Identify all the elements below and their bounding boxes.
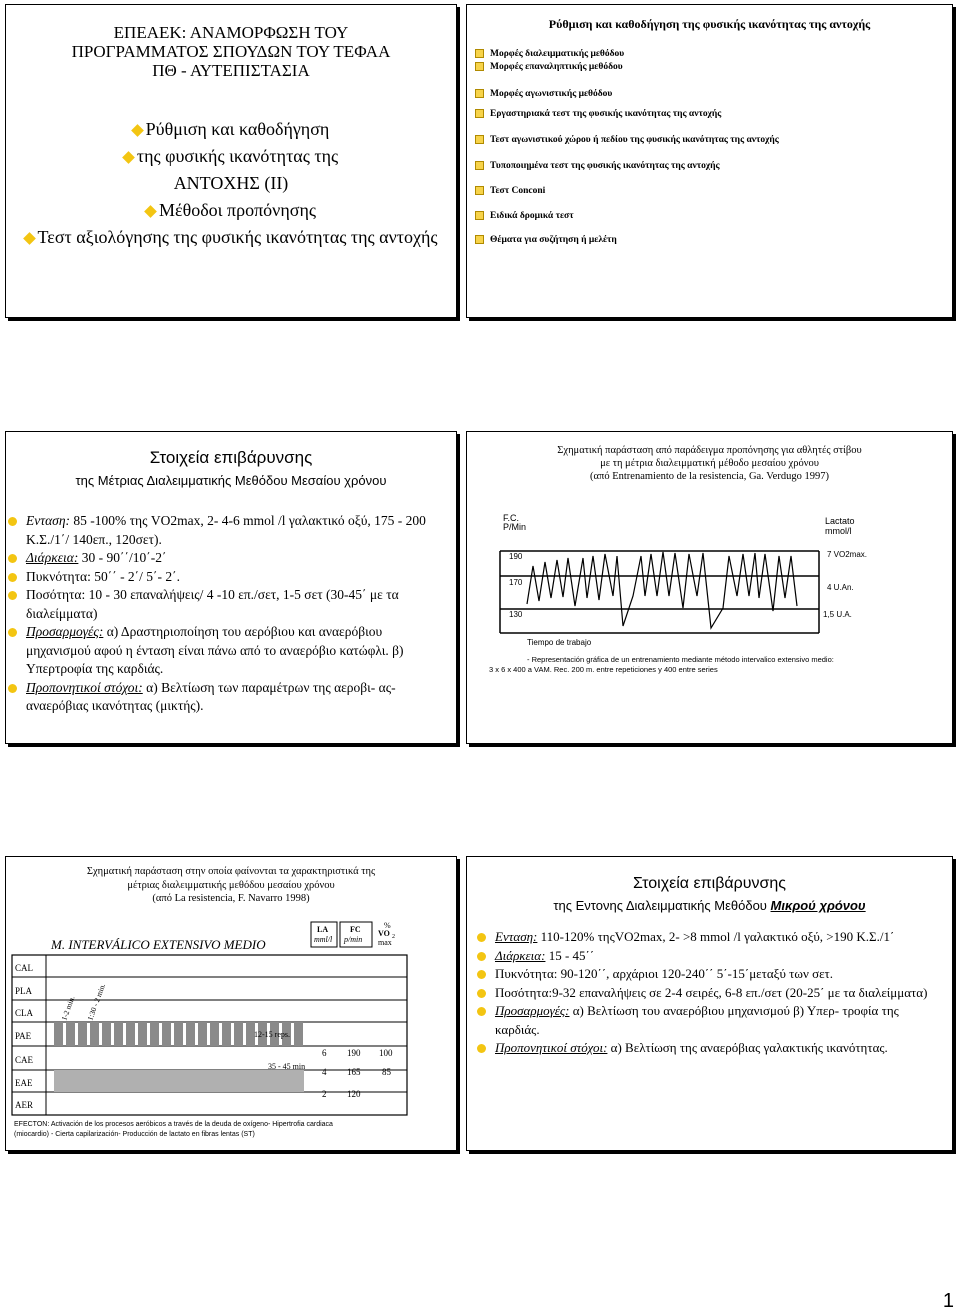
right-label: mmol/l [825, 526, 852, 536]
efecton-line: (miocardio) - Cierta capilarización- Producción de lactato en fibras lentas (ST) [14, 1131, 255, 1138]
slide-1-body [6, 116, 456, 251]
axis-label-top: F.C. [503, 513, 520, 523]
x-axis-label: Tiempo de trabajo [527, 638, 592, 647]
square-bullet-icon [475, 89, 484, 98]
axis-label-top: P/Min [503, 522, 527, 532]
list-item: Ενταση: 110-120% τηςVO2max, 2- >8 mmol /l γαλακτικό οξύ, >190 Κ.Σ./1΄ [477, 928, 944, 947]
row-label: CLA [15, 1008, 33, 1018]
body-line: της φυσικής ικανότητας της [136, 146, 339, 166]
slide-4 [466, 431, 953, 744]
footnote: - Representación gráfica de un entrenamiento mediante método intervalico extensivo medio: [527, 655, 834, 664]
dot-bullet-icon [477, 970, 486, 979]
square-bullet-icon [475, 62, 484, 71]
list-item: Ποσότητα:9-32 επαναλήψεις σε 2-4 σειρές, 6-8 επ./σετ (20-25΄ με τα διαλείμματα) [477, 984, 944, 1003]
slide-3-title: Στοιχεία επιβάρυνσης [149, 448, 313, 467]
dot-bullet-icon [8, 591, 17, 600]
list-item: Πυκνότητα: 90-120΄΄, αρχάριοι 120-240΄΄ 5΄-15΄μεταξύ των σετ. [477, 965, 944, 984]
body-line: Τεστ αξιολόγησης της φυσικής ικανότητας της αντοχής [37, 227, 438, 247]
row-label: CAL [15, 963, 33, 973]
slide-6-subtitle: της Εντονης Διαλειμματικής Μεθόδου Μικρού χρόνου [553, 898, 866, 913]
dot-bullet-icon [8, 684, 17, 693]
slide-1-title [6, 23, 456, 80]
slide-3-subtitle: της Μέτριας Διαλειμματικής Μεθόδου Μεσαίου χρόνου [75, 473, 387, 488]
vo2-value: 100 [379, 1048, 393, 1058]
row-label: PLA [15, 986, 33, 996]
list-item: Πυκνότητα: 50΄΄ - 2΄/ 5΄- 2΄. [8, 568, 448, 587]
page-number: 1 [942, 1290, 954, 1312]
list-item: Προπονητικοί στόχοι: α) Βελτίωση της αναερόβιας γαλακτικής ικανότητας. [477, 1039, 944, 1058]
list-item: Τεστ Conconi [475, 186, 952, 211]
slide-6-list [477, 928, 944, 1058]
y-tick-label: 190 [509, 552, 523, 561]
slide-6-title: Στοιχεία επιβάρυνσης [633, 875, 786, 892]
square-bullet-icon [475, 135, 484, 144]
list-item: Ειδικά δρομικά τεστ [475, 211, 952, 235]
slide-3 [5, 431, 457, 744]
col-la: LA [317, 925, 329, 934]
diamond-bullet-icon [144, 206, 157, 219]
slide-5 [5, 856, 457, 1151]
col-vo2: VO [378, 929, 390, 938]
col-vo2: % [384, 921, 391, 930]
slide-3-list [8, 512, 448, 716]
body-line: ΑΝΤΟΧΗΣ (ΙΙ) [173, 173, 289, 193]
col-la: mml/l [314, 935, 333, 944]
col-fc: p/min [344, 935, 363, 944]
duration-label: 35 - 45 min [268, 1062, 306, 1071]
body-line: Μέθοδοι προπόνησης [159, 200, 316, 220]
slide-1 [5, 4, 457, 318]
intervals-heart-rate-graph [467, 496, 954, 736]
right-value-label: 4 U.An. [827, 583, 854, 592]
list-item: Προσαρμογές: α) Δραστηριοποίηση του αερόβιου και αναερόβιου μηχανισμού αφού η ένταση είναι πάνω από το αναερόβιο κατώφλι. β) Υπερτροφία της καρδιάς. [8, 623, 448, 679]
row-label: EAE [15, 1078, 33, 1088]
list-item: Μορφές επαναληπτικής μεθόδου [475, 62, 952, 77]
rotated-label: 1:30 - 2 min. [85, 982, 108, 1022]
col-vo2: max [378, 938, 392, 947]
row-label: AER [15, 1100, 33, 1110]
right-value-label: 7 VO2max. [827, 550, 868, 559]
dot-bullet-icon [477, 1007, 486, 1016]
list-item: Ποσότητα: 10 - 30 επαναλήψεις/ 4 -10 επ./σετ, 1-5 σετ (30-45΄ με τα διαλείμματα) [8, 586, 448, 623]
square-bullet-icon [475, 109, 484, 118]
list-item: Μορφές διαλειμματικής μεθόδου [475, 49, 952, 62]
la-value: 2 [322, 1089, 327, 1099]
list-item: Προπονητικοί στόχοι: α) Βελτίωση των παραμέτρων της αεροβι- ας- αναερόβιας ικανότητας (μικτής). [8, 679, 448, 716]
efecton-line: EFECTON: Activación de los procesos aeróbicos a través de la deuda de oxígeno- Hipertrofia cardiaca [14, 1121, 333, 1128]
list-item: Θέματα για συζήτηση ή μελέτη [475, 235, 952, 255]
y-tick-label: 170 [509, 578, 523, 587]
dot-bullet-icon [477, 952, 486, 961]
dot-bullet-icon [477, 933, 486, 942]
fc-value: 190 [347, 1048, 361, 1058]
title-line: ΕΠΕΑΕΚ: ΑΝΑΜΟΡΦΩΣΗ ΤΟΥ [113, 23, 349, 42]
diamond-bullet-icon [122, 152, 135, 165]
list-item: Διάρκεια: 15 - 45΄΄ [477, 947, 944, 966]
vo2-value: 85 [382, 1067, 391, 1077]
slide-2-title: Ρύθμιση και καθοδήγηση της φυσικής ικανότητας της αντοχής [548, 17, 871, 31]
dot-bullet-icon [8, 554, 17, 563]
right-label: Lactato [825, 516, 855, 526]
footnote: 3 x 6 x 400 a VAM. Rec. 200 m. entre repeticiones y 400 entre series [489, 665, 718, 674]
la-value: 6 [322, 1048, 327, 1058]
rotated-label: 1-2 min. [59, 994, 77, 1022]
square-bullet-icon [475, 161, 484, 170]
list-item: Ενταση: 85 -100% της VO2max, 2- 4-6 mmol /l γαλακτικό οξύ, 175 - 200 Κ.Σ./1΄/ 140επ., 120σετ). [8, 512, 448, 549]
right-value-label: 1,5 U.A. [823, 610, 852, 619]
dot-bullet-icon [477, 1044, 486, 1053]
dot-bullet-icon [477, 989, 486, 998]
diamond-bullet-icon [131, 125, 144, 138]
col-vo2: 2 [392, 934, 395, 940]
la-value: 4 [322, 1067, 327, 1077]
heart-rate-trace [527, 552, 797, 628]
list-item: Διάρκεια: 30 - 90΄΄/10΄-2΄ [8, 549, 448, 568]
slide-5-caption: Σχηματική παράσταση στην οποία φαίνονται τα χαρακτηριστικά της μέτριας διαλειμματικής μεθόδου μεσαίου χρόνου (από La resistencia, F. Navarro 1998) [86, 866, 376, 904]
y-tick-label: 130 [509, 610, 523, 619]
dot-bullet-icon [8, 573, 17, 582]
list-item: Τεστ αγωνιστικού χώρου ή πεδίου της φυσικής ικανότητας της αντοχής [475, 135, 952, 161]
row-label: PAE [15, 1031, 32, 1041]
title-line: ΠΡΟΓΡΑΜΜΑΤΟΣ ΣΠΟΥΔΩΝ ΤΟΥ ΤΕΦΑΑ [71, 42, 391, 61]
square-bullet-icon [475, 186, 484, 195]
body-line: Ρύθμιση και καθοδήγηση [145, 119, 330, 139]
square-bullet-icon [475, 211, 484, 220]
list-item: Προσαρμογές: α) Βελτίωση του αναερόβιου μηχανισμού β) Υπερ- τροφία της καρδιάς. [477, 1002, 944, 1039]
title-line: ΠΘ - ΑΥΤΕΠΙΣΤΑΣΙΑ [152, 61, 310, 80]
slide-2 [466, 4, 953, 318]
slide-2-list [475, 49, 952, 255]
row-label: CAE [15, 1055, 33, 1065]
square-bullet-icon [475, 49, 484, 58]
list-item: Εργαστηριακά τεστ της φυσικής ικανότητας της αντοχής [475, 109, 952, 135]
slide-4-caption: Σχηματική παράσταση από παράδειγμα προπόνησης για αθλητές στίβου με τη μέτρια διαλειμματική μέθοδο μεσαίου χρόνου (από Entrenamiento de la resistencia, Ga. Verdugo 1997) [557, 445, 862, 482]
intervalico-extensivo-figure [6, 919, 458, 1149]
reps-label: 12-15 reps. [254, 1030, 290, 1039]
dot-bullet-icon [8, 517, 17, 526]
fc-value: 165 [347, 1067, 361, 1077]
col-fc: FC [350, 925, 361, 934]
fc-value: 120 [347, 1089, 361, 1099]
dot-bullet-icon [8, 628, 17, 637]
slide-6 [466, 856, 953, 1151]
figure-title: M. INTERVÁLICO EXTENSIVO MEDIO [51, 937, 266, 952]
list-item: Μορφές αγωνιστικής μεθόδου [475, 89, 952, 109]
diamond-bullet-icon [23, 233, 36, 246]
square-bullet-icon [475, 235, 484, 244]
list-item: Τυποποιημένα τεστ της φυσικής ικανότητας της αντοχής [475, 161, 952, 186]
